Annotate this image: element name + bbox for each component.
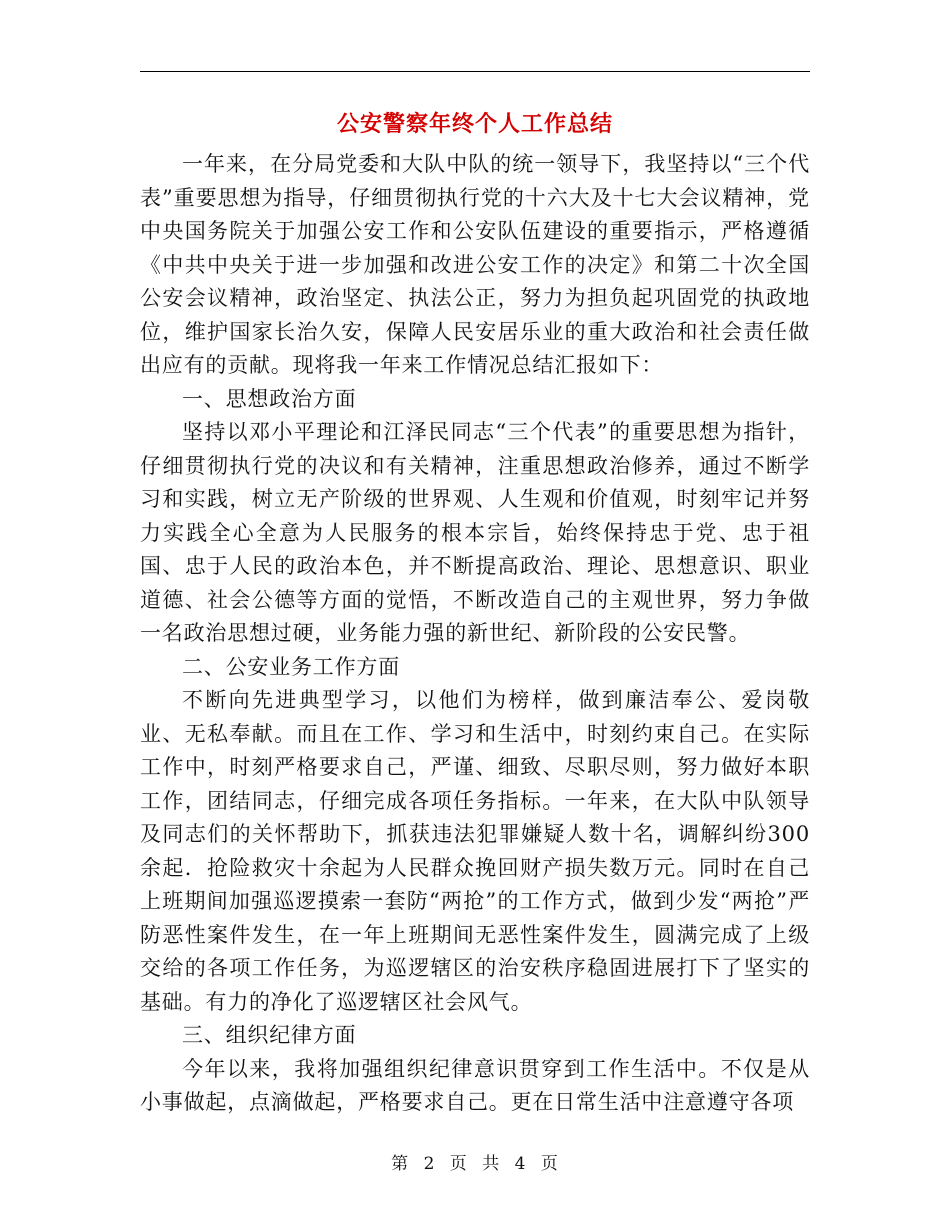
section-heading-discipline: 三、组织纪律方面 bbox=[182, 1023, 357, 1047]
section-heading-political: 一、思想政治方面 bbox=[182, 386, 357, 411]
footer-label-total: 共 bbox=[482, 1154, 501, 1174]
paragraph-discipline: 今年以来，我将加强组织纪律意识贯穿到工作生活中。不仅是从小事做起，点滴做起，严格要求自己。更在日常生活中注意遵守各项 bbox=[140, 1056, 810, 1114]
paragraph-political: 坚持以邓小平理论和江泽民同志“三个代表”的重要思想为指针，仔细贯彻执行党的决议和有关精神，注重思想政治修养，通过不断学习和实践，树立无产阶级的世界观、人生观和价值观，时刻牢记并努力实践全心全意为人民服务的根本宗旨，始终保持忠于党、忠于祖国、忠于人民的政治本色，并不断提高政治、理论、思想意识、职业道德、社会公德等方面的觉悟，不断改造自己的主观世界，努力争做一名政治思想过硬，业务能力强的新世纪、新阶段的公安民警。 bbox=[140, 420, 810, 645]
footer-label-unit: 页 bbox=[449, 1154, 468, 1174]
footer-current-page: 2 bbox=[423, 1154, 436, 1174]
footer-label-page: 第 bbox=[391, 1154, 410, 1174]
document-body bbox=[140, 148, 810, 1120]
section-heading-business: 二、公安业务工作方面 bbox=[182, 654, 400, 679]
paragraph-business: 不断向先进典型学习，以他们为榜样，做到廉洁奉公、爱岗敬业、无私奉献。而且在工作、学习和生活中，时刻约束自己。在实际工作中，时刻严格要求自己，严谨、细致、尽职尽则，努力做好本职工作，团结同志，仔细完成各项任务指标。一年来，在大队中队领导及同志们的关怀帮助下，抓获违法犯罪嫌疑人数十名，调解纠纷300余起．抢险救灾十余起为人民群众挽回财产损失数万元。同时在自己上班期间加强巡逻摸索一套防“两抢”的工作方式，做到少发“两抢”严防恶性案件发生，在一年上班期间无恶性案件发生，圆满完成了上级交给的各项工作任务，为巡逻辖区的治安秩序稳固进展打下了坚实的基础。有力的净化了巡逻辖区社会风气。 bbox=[140, 688, 810, 1014]
paragraph-intro: 一年来，在分局党委和大队中队的统一领导下，我坚持以“三个代表”重要思想为指导，仔细贯彻执行党的十六大及十七大会议精神，党中央国务院关于加强公安工作和公安队伍建设的重要指示，严格遵循《中共中央关于进一步加强和改进公安工作的决定》和第二十次全国公安会议精神，政治坚定、执法公正，努力为担负起巩固党的执政地位，维护国家长治久安，保障人民安居乐业的重大政治和社会责任做出应有的贡献。现将我一年来工作情况总结汇报如下： bbox=[140, 152, 810, 377]
document-title: 公安警察年终个人工作总结 bbox=[336, 111, 613, 137]
header-rule bbox=[140, 71, 810, 72]
footer-total-pages: 4 bbox=[514, 1154, 527, 1174]
footer-label-unit-2: 页 bbox=[540, 1154, 559, 1174]
page-footer bbox=[0, 1152, 950, 1176]
